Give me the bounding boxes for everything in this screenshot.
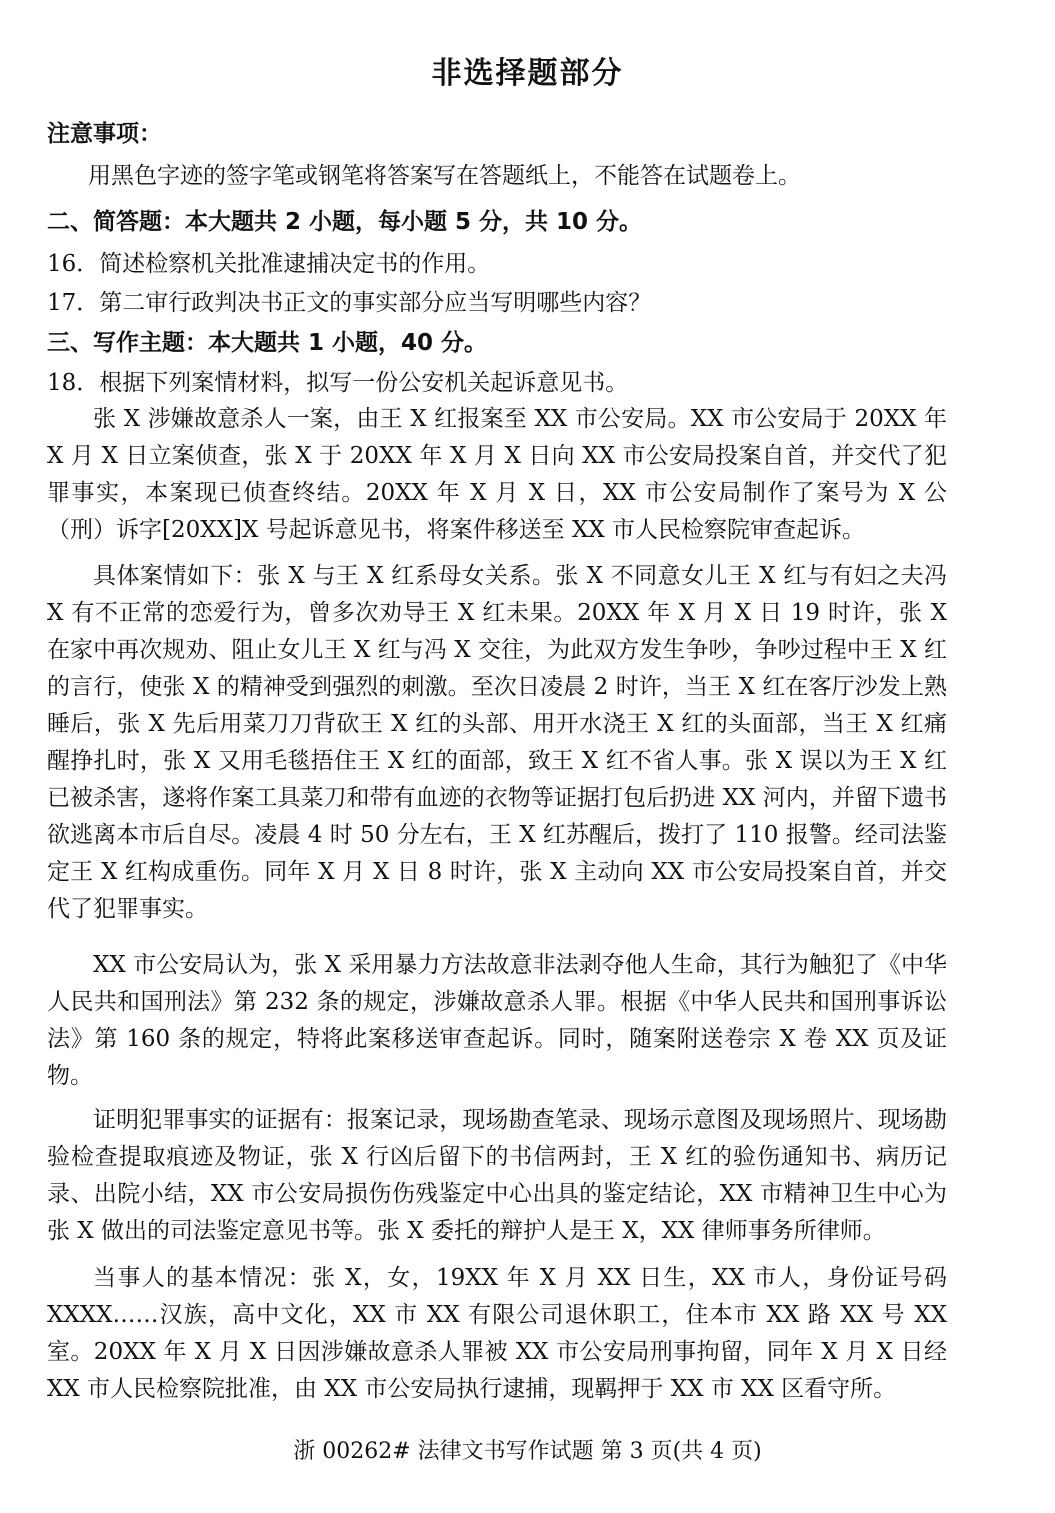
section-title: 非选择题部分 (431, 56, 624, 91)
question-16: 16．简述检察机关批准逮捕决定书的作用。 (47, 251, 491, 277)
case-paragraph-1: 张 X 涉嫌故意杀人一案，由王 X 红报案至 XX 市公安局。XX 市公安局于 20XX 年 X 月 X 日立案侦查，张 X 于 20XX 年 X 月 X 日向 XX 市公安局投案自首，并交代了犯罪事实，本案现已侦查终结。20XX 年 X 月 X 日，XX 市公安局制作了案号为 X 公（刑）诉字[20XX]X 号起诉意见书，将案件移送至 XX 市人民检察院审查起诉。 (47, 406, 947, 543)
section2-heading: 二、简答题：本大题共 2 小题，每小题 5 分，共 10 分。 (47, 209, 643, 235)
notice-text: 用黑色字迹的签字笔或钢笔将答案写在答题纸上，不能答在试题卷上。 (88, 163, 801, 189)
section3-heading: 三、写作主题：本大题共 1 小题，40 分。 (47, 330, 488, 356)
notice-heading: 注意事项： (47, 121, 162, 147)
evidence-paragraph: 证明犯罪事实的证据有：报案记录，现场勘查笔录、现场示意图及现场照片、现场勘验检查提取痕迹及物证，张 X 行凶后留下的书信两封，王 X 红的验伤通知书、病历记录、出院小结，XX 市公安局损伤伤残鉴定中心出具的鉴定结论，XX 市精神卫生中心为张 X 做出的司法鉴定意见书等。张 X 委托的辩护人是王 X，XX 律师事务所律师。 (47, 1107, 947, 1244)
case-paragraph-3: XX 市公安局认为，张 X 采用暴力方法故意非法剥夺他人生命，其行为触犯了《中华人民共和国刑法》第 232 条的规定，涉嫌故意杀人罪。根据《中华人民共和国刑事诉讼法》第 160 条的规定，特将此案移送审查起诉。同时，随案附送卷宗 X 卷 XX 页及证物。 (47, 952, 947, 1089)
case-paragraph-2: 具体案情如下：张 X 与王 X 红系母女关系。张 X 不同意女儿王 X 红与有妇之夫冯 X 有不正常的恋爱行为，曾多次劝导王 X 红未果。20XX 年 X 月 X 日 19 时许，张 X 在家中再次规劝、阻止女儿王 X 红与冯 X 交往，为此双方发生争吵，争吵过程中王 X 红的言行，使张 X 的精神受到强烈的刺激。至次日凌晨 2 时许，当王 X 红在客厅沙发上熟睡后，张 X 先后用菜刀刀背砍王 X 红的头部、用开水浇王 X 红的头面部，当王 X 红痛醒挣扎时，张 X 又用毛毯捂住王 X 红的面部，致王 X 红不省人事。张 X 误以为王 X 红已被杀害，遂将作案工具菜刀和带有血迹的衣物等证据打包后扔进 XX 河内，并留下遗书欲逃离本市后自尽。凌晨 4 时 50 分左右，王 X 红苏醒后，拨打了 110 报警。经司法鉴定王 X 红构成重伤。同年 X 月 X 日 8 时许，张 X 主动向 XX 市公安局投案自首，并交代了犯罪事实。 (47, 563, 948, 922)
question-18: 18．根据下列案情材料，拟写一份公安机关起诉意见书。 (47, 370, 629, 396)
party-info-paragraph: 当事人的基本情况：张 X，女，19XX 年 X 月 XX 日生，XX 市人，身份证号码 XXXX……汉族，高中文化，XX 市 XX 有限公司退休职工，住本市 XX 路 XX 号 XX 室。20XX 年 X 月 X 日因涉嫌故意杀人罪被 XX 市公安局刑事拘留，同年 X 月 X 日经 XX 市人民检察院批准，由 XX 市公安局执行逮捕，现羁押于 XX 市 XX 区看守所。 (47, 1265, 947, 1402)
page-footer: 浙 00262# 法律文书写作试题 第 3 页(共 4 页) (293, 1439, 762, 1464)
question-17: 17．第二审行政判决书正文的事实部分应当写明哪些内容？ (47, 290, 652, 316)
